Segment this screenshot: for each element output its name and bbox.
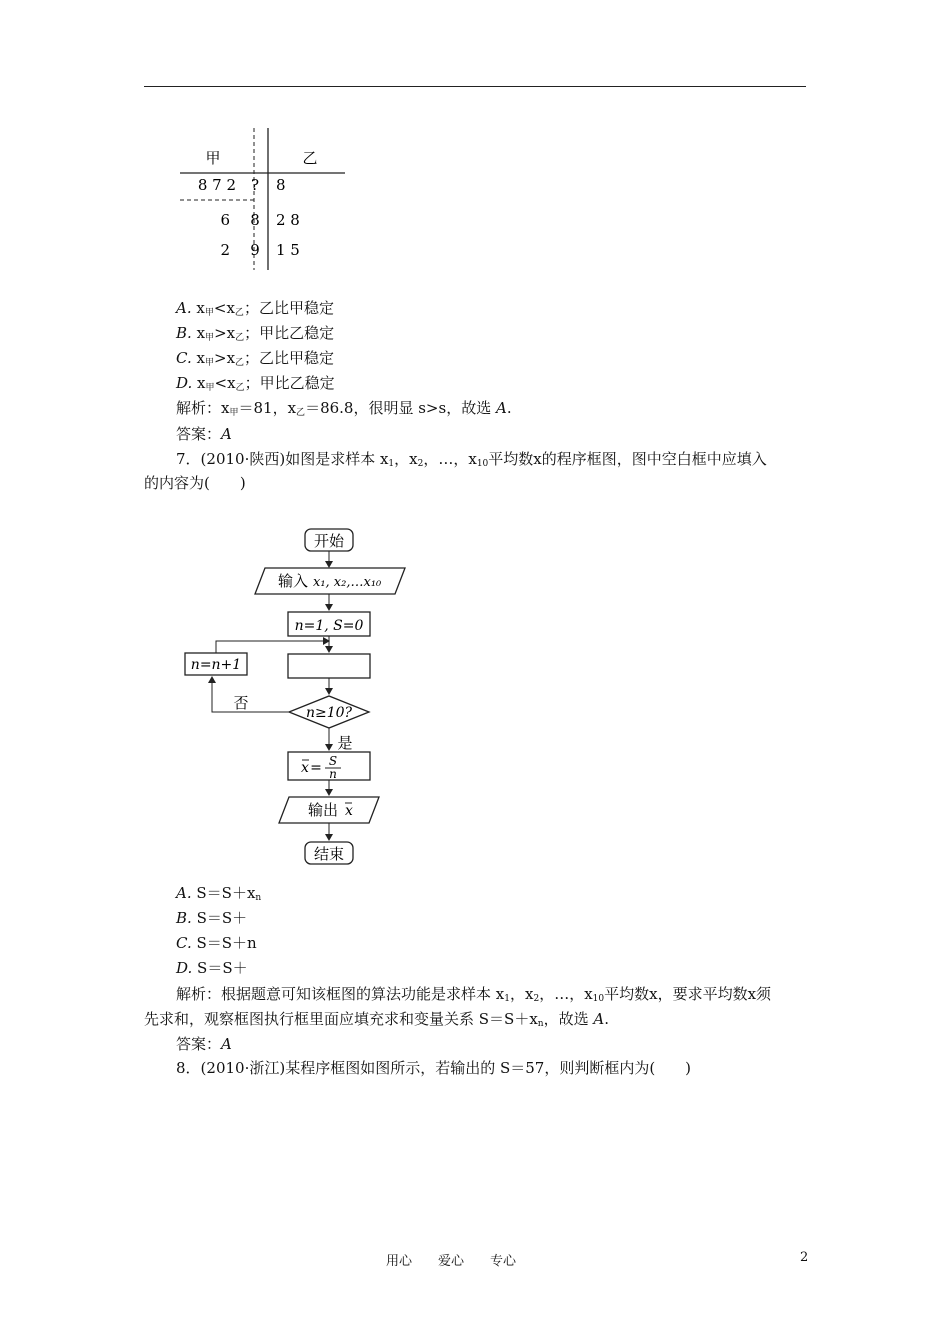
stem-leaf-left-2: 2 xyxy=(220,241,230,259)
flow-start-label: 开始 xyxy=(313,532,345,550)
flow-end-label: 结束 xyxy=(313,845,345,863)
q7-option-b: B. S＝S＋ xyxy=(176,909,248,927)
flow-output-var: x xyxy=(345,803,353,819)
stem-leaf-right-2: 1 5 xyxy=(276,241,300,259)
stem-leaf-right-1: 2 8 xyxy=(276,211,300,229)
q7-answer: 答案：A xyxy=(176,1035,232,1053)
q8-stem: 8．(2010·浙江)某程序框图如图所示，若输出的 S＝57，则判断框内为( ) xyxy=(176,1059,692,1077)
q6-option-d: D. $x_甲<x_乙$；甲比乙稳定 xyxy=(176,374,335,393)
q6-option-b: B. $x_甲>x_乙$；甲比乙稳定 xyxy=(176,324,335,343)
flow-input-label: 输入 xyxy=(277,572,309,590)
flow-blank-box xyxy=(288,654,370,678)
stem-leaf-stem-2: 9 xyxy=(250,241,260,259)
q7-analysis-line1: 解析：根据题意可知该框图的算法功能是求样本 $x_1$，$x_2$，…，$x_{10}$平均数x，要求平均数x须 xyxy=(176,985,772,1004)
q6-option-a: A. $x_甲<x_乙$；乙比甲稳定 xyxy=(176,299,334,318)
flow-mean-den: n xyxy=(329,767,337,781)
page-number: 2 xyxy=(800,1250,809,1265)
q7-analysis-line2: 先求和，观察框图执行框里面应填充求和变量关系 $S=S+x_n$，故选 A. xyxy=(144,1010,610,1029)
flow-yes-label: 是 xyxy=(337,734,353,752)
flow-mean-lhs: x xyxy=(301,760,309,776)
flow-mean-eq: = xyxy=(310,760,322,776)
flow-decision-label: n≥10? xyxy=(305,705,353,721)
flowchart xyxy=(175,520,415,872)
stem-leaf-stem-0: ? xyxy=(250,176,260,194)
q7-option-d: D. S＝S＋ xyxy=(176,959,248,977)
stem-leaf-plot xyxy=(170,120,360,275)
flow-increment-label: n=n+1 xyxy=(190,657,242,673)
flow-input-vars: x₁, x₂,…x₁₀ xyxy=(313,575,382,590)
q7-stem-line2: 的内容为( ) xyxy=(144,474,246,492)
stem-leaf-left-0: 8 7 2 xyxy=(197,176,236,194)
flow-output-label: 输出 xyxy=(307,801,339,819)
stem-leaf-right-0: 8 xyxy=(276,176,286,194)
flow-init-label: n=1, S=0 xyxy=(294,618,364,634)
q7-option-a: A. $S=S+x_n$ xyxy=(176,884,262,903)
stem-leaf-head-left: 甲 xyxy=(205,149,221,167)
q6-answer: 答案：A xyxy=(176,425,232,443)
footer-motto: 用心 爱心 专心 xyxy=(386,1254,517,1269)
flow-no-label: 否 xyxy=(233,694,249,712)
stem-leaf-head-right: 乙 xyxy=(302,149,318,167)
stem-leaf-stem-1: 8 xyxy=(250,211,260,229)
q6-analysis: 解析：$x_甲=81$，$x_乙=86.8$，很明显 s>s，故选 A. xyxy=(176,399,512,418)
q7-stem-line1: 7．(2010·陕西)如图是求样本 $x_1$，$x_2$，…，$x_{10}$平均数x的程序框图，图中空白框中应填入 xyxy=(176,450,767,469)
q7-option-c: C. S＝S＋n xyxy=(176,934,257,952)
q6-option-c: C. $x_甲>x_乙$；乙比甲稳定 xyxy=(176,349,335,368)
stem-leaf-left-1: 6 xyxy=(220,211,230,229)
header-rule xyxy=(144,86,806,87)
flow-mean-num: S xyxy=(328,754,338,768)
